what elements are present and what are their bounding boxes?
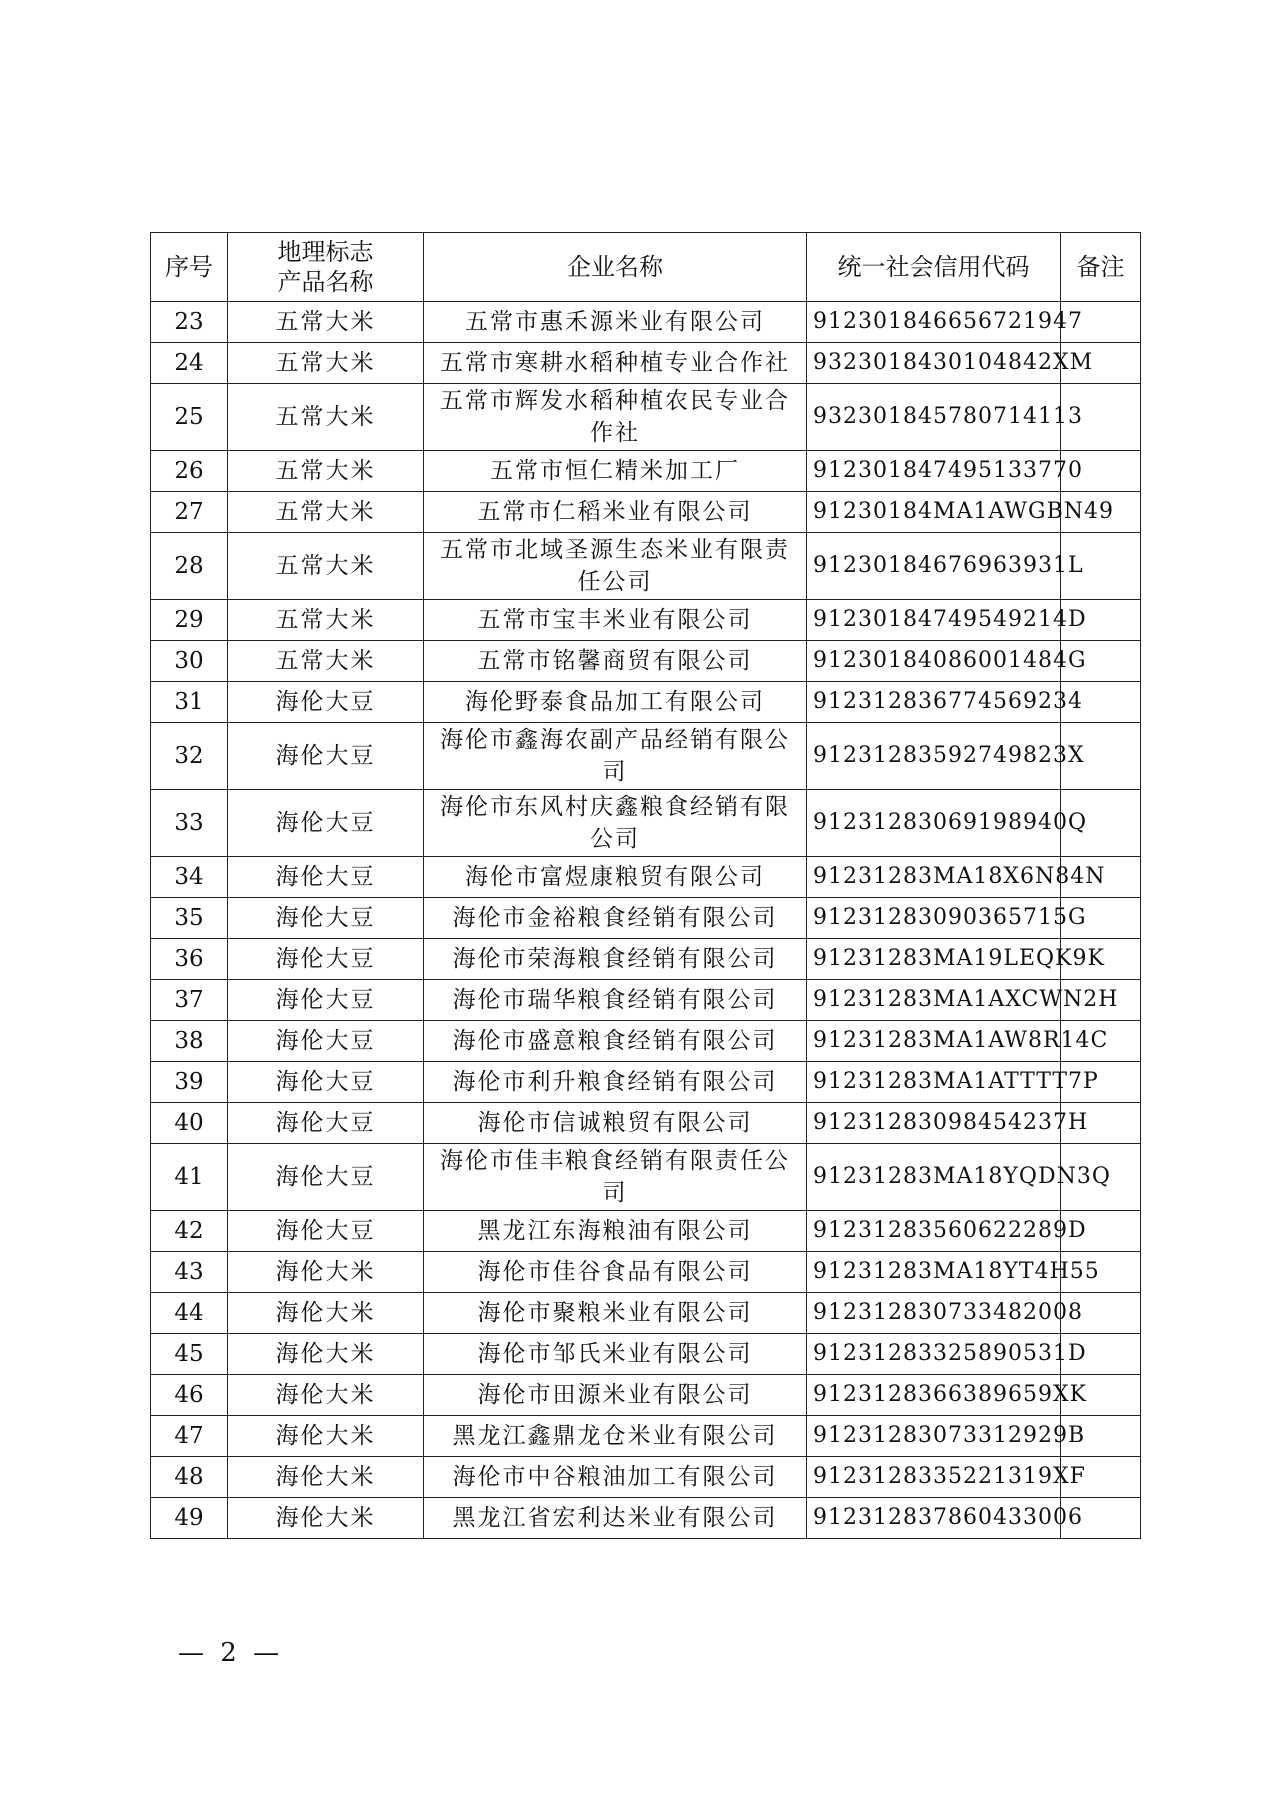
cell-product: 五常大米 bbox=[228, 343, 424, 384]
cell-index: 34 bbox=[151, 857, 228, 898]
cell-index: 24 bbox=[151, 343, 228, 384]
cell-company: 海伦市荣海粮食经销有限公司 bbox=[424, 939, 807, 980]
cell-index: 30 bbox=[151, 641, 228, 682]
cell-index: 35 bbox=[151, 898, 228, 939]
cell-code: 91231283592749823X bbox=[807, 723, 1061, 790]
cell-product: 海伦大米 bbox=[228, 1457, 424, 1498]
cell-company: 海伦市利升粮食经销有限公司 bbox=[424, 1062, 807, 1103]
cell-code: 91230184676963931L bbox=[807, 533, 1061, 600]
cell-index: 29 bbox=[151, 600, 228, 641]
table-row bbox=[151, 451, 1141, 492]
cell-index: 32 bbox=[151, 723, 228, 790]
cell-product: 海伦大米 bbox=[228, 1375, 424, 1416]
header-product-line2: 产品名称 bbox=[277, 268, 374, 296]
table-row bbox=[151, 1103, 1141, 1144]
cell-index: 46 bbox=[151, 1375, 228, 1416]
cell-company: 海伦市田源米业有限公司 bbox=[424, 1375, 807, 1416]
cell-product: 海伦大米 bbox=[228, 1293, 424, 1334]
cell-product: 海伦大豆 bbox=[228, 857, 424, 898]
table-row bbox=[151, 384, 1141, 451]
cell-product: 海伦大豆 bbox=[228, 1144, 424, 1211]
table-row bbox=[151, 682, 1141, 723]
cell-code: 912312837860433006 bbox=[807, 1498, 1061, 1539]
table-row bbox=[151, 1211, 1141, 1252]
cell-index: 25 bbox=[151, 384, 228, 451]
cell-company: 海伦市富煜康粮贸有限公司 bbox=[424, 857, 807, 898]
cell-code: 91230184086001484G bbox=[807, 641, 1061, 682]
table-row bbox=[151, 1144, 1141, 1211]
cell-index: 45 bbox=[151, 1334, 228, 1375]
cell-product: 海伦大豆 bbox=[228, 939, 424, 980]
cell-company: 海伦市佳谷食品有限公司 bbox=[424, 1252, 807, 1293]
cell-company: 海伦市聚粮米业有限公司 bbox=[424, 1293, 807, 1334]
table-body bbox=[151, 302, 1141, 1539]
header-product bbox=[228, 233, 424, 302]
cell-index: 47 bbox=[151, 1416, 228, 1457]
cell-product: 海伦大豆 bbox=[228, 980, 424, 1021]
cell-product: 海伦大豆 bbox=[228, 1062, 424, 1103]
cell-code: 91231283MA18YQDN3Q bbox=[807, 1144, 1061, 1211]
table-row bbox=[151, 641, 1141, 682]
cell-index: 42 bbox=[151, 1211, 228, 1252]
cell-company: 海伦市佳丰粮食经销有限责任公司 bbox=[424, 1144, 807, 1211]
table-header bbox=[151, 233, 1141, 302]
table-row bbox=[151, 898, 1141, 939]
cell-product: 海伦大豆 bbox=[228, 1021, 424, 1062]
cell-index: 49 bbox=[151, 1498, 228, 1539]
cell-company: 黑龙江省宏利达米业有限公司 bbox=[424, 1498, 807, 1539]
table-row bbox=[151, 1334, 1141, 1375]
cell-code: 9323018430104842XM bbox=[807, 343, 1061, 384]
cell-code: 9123128366389659XK bbox=[807, 1375, 1061, 1416]
cell-code: 91231283MA19LEQK9K bbox=[807, 939, 1061, 980]
cell-index: 38 bbox=[151, 1021, 228, 1062]
table-row bbox=[151, 600, 1141, 641]
header-remark: 备注 bbox=[1061, 233, 1141, 302]
cell-index: 44 bbox=[151, 1293, 228, 1334]
cell-company: 五常市北域圣源生态米业有限责任公司 bbox=[424, 533, 807, 600]
cell-product: 五常大米 bbox=[228, 492, 424, 533]
cell-product: 海伦大米 bbox=[228, 1498, 424, 1539]
cell-company: 海伦市信诚粮贸有限公司 bbox=[424, 1103, 807, 1144]
cell-code: 91231283MA1ATTTT7P bbox=[807, 1062, 1061, 1103]
cell-company: 五常市辉发水稻种植农民专业合作社 bbox=[424, 384, 807, 451]
cell-product: 海伦大豆 bbox=[228, 898, 424, 939]
cell-code: 9123128335221319XF bbox=[807, 1457, 1061, 1498]
cell-index: 37 bbox=[151, 980, 228, 1021]
cell-product: 五常大米 bbox=[228, 533, 424, 600]
cell-product: 五常大米 bbox=[228, 384, 424, 451]
cell-company: 五常市恒仁精米加工厂 bbox=[424, 451, 807, 492]
table-row bbox=[151, 1457, 1141, 1498]
cell-company: 海伦市鑫海农副产品经销有限公司 bbox=[424, 723, 807, 790]
table-row bbox=[151, 302, 1141, 343]
table-row bbox=[151, 1293, 1141, 1334]
cell-company: 海伦市瑞华粮食经销有限公司 bbox=[424, 980, 807, 1021]
cell-index: 23 bbox=[151, 302, 228, 343]
cell-index: 31 bbox=[151, 682, 228, 723]
cell-index: 43 bbox=[151, 1252, 228, 1293]
cell-index: 39 bbox=[151, 1062, 228, 1103]
cell-product: 海伦大米 bbox=[228, 1334, 424, 1375]
cell-code: 91231283560622289D bbox=[807, 1211, 1061, 1252]
table-row bbox=[151, 343, 1141, 384]
cell-company: 海伦市盛意粮食经销有限公司 bbox=[424, 1021, 807, 1062]
cell-company: 五常市惠禾源米业有限公司 bbox=[424, 302, 807, 343]
cell-company: 五常市宝丰米业有限公司 bbox=[424, 600, 807, 641]
table-row bbox=[151, 1252, 1141, 1293]
cell-code: 91231283MA18YT4H55 bbox=[807, 1252, 1061, 1293]
cell-company: 黑龙江东海粮油有限公司 bbox=[424, 1211, 807, 1252]
cell-product: 海伦大米 bbox=[228, 1416, 424, 1457]
cell-product: 海伦大豆 bbox=[228, 790, 424, 857]
cell-code: 91231283098454237H bbox=[807, 1103, 1061, 1144]
cell-product: 五常大米 bbox=[228, 641, 424, 682]
table-row bbox=[151, 790, 1141, 857]
table-row bbox=[151, 723, 1141, 790]
cell-company: 海伦市东风村庆鑫粮食经销有限公司 bbox=[424, 790, 807, 857]
cell-company: 海伦市金裕粮食经销有限公司 bbox=[424, 898, 807, 939]
cell-index: 28 bbox=[151, 533, 228, 600]
cell-index: 27 bbox=[151, 492, 228, 533]
cell-company: 海伦市邹氏米业有限公司 bbox=[424, 1334, 807, 1375]
cell-code: 912301847495133770 bbox=[807, 451, 1061, 492]
table-row bbox=[151, 857, 1141, 898]
cell-company: 海伦野泰食品加工有限公司 bbox=[424, 682, 807, 723]
cell-code: 932301845780714113 bbox=[807, 384, 1061, 451]
cell-index: 41 bbox=[151, 1144, 228, 1211]
cell-code: 91231283073312929B bbox=[807, 1416, 1061, 1457]
cell-company: 五常市寒耕水稻种植专业合作社 bbox=[424, 343, 807, 384]
table-row bbox=[151, 1498, 1141, 1539]
table-row bbox=[151, 980, 1141, 1021]
cell-product: 海伦大豆 bbox=[228, 1103, 424, 1144]
header-index: 序号 bbox=[151, 233, 228, 302]
cell-code: 912312830733482008 bbox=[807, 1293, 1061, 1334]
table-row bbox=[151, 1416, 1141, 1457]
cell-code: 91231283MA1AW8R14C bbox=[807, 1021, 1061, 1062]
cell-index: 40 bbox=[151, 1103, 228, 1144]
cell-product: 海伦大米 bbox=[228, 1252, 424, 1293]
table-row bbox=[151, 1062, 1141, 1103]
cell-product: 五常大米 bbox=[228, 302, 424, 343]
header-company: 企业名称 bbox=[424, 233, 807, 302]
cell-code: 91231283MA1AXCWN2H bbox=[807, 980, 1061, 1021]
cell-company: 五常市仁稻米业有限公司 bbox=[424, 492, 807, 533]
cell-product: 五常大米 bbox=[228, 451, 424, 492]
cell-company: 黑龙江鑫鼎龙仓米业有限公司 bbox=[424, 1416, 807, 1457]
table-row bbox=[151, 1021, 1141, 1062]
page-number: — 2 — bbox=[178, 1638, 284, 1668]
table-row bbox=[151, 533, 1141, 600]
cell-company: 海伦市中谷粮油加工有限公司 bbox=[424, 1457, 807, 1498]
cell-code: 91231283069198940Q bbox=[807, 790, 1061, 857]
enterprise-table bbox=[150, 232, 1141, 1539]
cell-product: 海伦大豆 bbox=[228, 723, 424, 790]
cell-product: 海伦大豆 bbox=[228, 1211, 424, 1252]
cell-index: 26 bbox=[151, 451, 228, 492]
cell-code: 91231283090365715G bbox=[807, 898, 1061, 939]
cell-index: 48 bbox=[151, 1457, 228, 1498]
header-row bbox=[151, 233, 1141, 302]
table-row bbox=[151, 939, 1141, 980]
cell-index: 33 bbox=[151, 790, 228, 857]
cell-product: 海伦大豆 bbox=[228, 682, 424, 723]
cell-company: 五常市铭馨商贸有限公司 bbox=[424, 641, 807, 682]
cell-code: 91231283MA18X6N84N bbox=[807, 857, 1061, 898]
table-row bbox=[151, 1375, 1141, 1416]
cell-code: 91230184749549214D bbox=[807, 600, 1061, 641]
cell-code: 91231283325890531D bbox=[807, 1334, 1061, 1375]
cell-code: 91230184MA1AWGBN49 bbox=[807, 492, 1061, 533]
cell-product: 五常大米 bbox=[228, 600, 424, 641]
cell-index: 36 bbox=[151, 939, 228, 980]
table-row bbox=[151, 492, 1141, 533]
cell-code: 912312836774569234 bbox=[807, 682, 1061, 723]
cell-code: 912301846656721947 bbox=[807, 302, 1061, 343]
header-code: 统一社会信用代码 bbox=[807, 233, 1061, 302]
header-product-line1: 地理标志 bbox=[277, 238, 374, 266]
